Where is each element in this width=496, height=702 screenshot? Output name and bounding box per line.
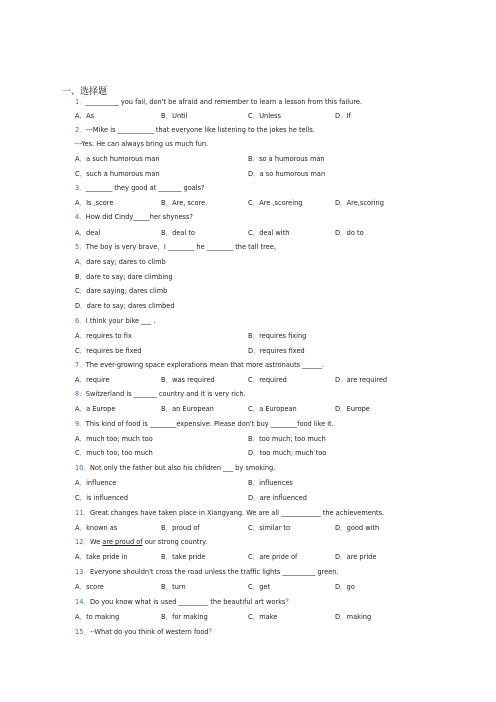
question-number: 6． <box>75 317 86 325</box>
option-d[interactable]: D．good with <box>335 524 380 532</box>
question-stem: The boy is very brave，I ________ he ________ the tall tree。 <box>85 243 281 251</box>
option-a[interactable]: A．influence <box>75 479 117 487</box>
question-12 <box>75 538 207 547</box>
option-b[interactable]: B．requires fixing <box>248 332 307 340</box>
question-number: 10． <box>75 464 90 472</box>
question-11 <box>75 509 384 518</box>
option-a[interactable]: A．deal <box>75 229 101 237</box>
question-number: 11． <box>75 509 90 517</box>
option-c[interactable]: C．get <box>248 583 271 591</box>
option-c[interactable]: C．much too; too much <box>75 449 153 457</box>
question-number: 7． <box>75 361 86 369</box>
option-c[interactable]: C．dare saying; dares climb <box>75 287 168 295</box>
option-b[interactable]: B．Are, score <box>161 199 206 207</box>
option-a[interactable]: A．As <box>75 112 95 120</box>
question-number: 5． <box>75 243 86 251</box>
option-b[interactable]: B．proud of <box>161 524 200 532</box>
question-number: 14． <box>75 598 90 606</box>
question-1 <box>75 98 362 107</box>
question-stem: How did Cindy_____her shyness? <box>85 213 193 221</box>
option-c[interactable]: C．required <box>248 376 287 384</box>
option-d[interactable]: D．are pride <box>335 553 377 561</box>
question-number: 2． <box>75 126 86 134</box>
underlined-phrase: are proud of <box>102 538 143 546</box>
question-number: 15． <box>75 628 90 636</box>
question-7 <box>75 361 324 370</box>
option-a[interactable]: A．dare say; dares to climb <box>75 258 166 266</box>
option-b[interactable]: B．was required <box>161 376 215 384</box>
option-c[interactable]: C．Unless <box>248 112 281 120</box>
option-d[interactable]: D．are influenced <box>248 494 307 502</box>
option-d[interactable]: D．If <box>335 112 351 120</box>
question-stem: ________ they good at _______ goals? <box>85 184 205 192</box>
question-number: 4． <box>75 213 86 221</box>
option-c[interactable]: C．is influenced <box>75 494 129 502</box>
question-4 <box>75 213 193 222</box>
option-c[interactable]: C．make <box>248 613 278 621</box>
option-c[interactable]: C．deal with <box>248 229 290 237</box>
option-b[interactable]: B．Until <box>161 112 188 120</box>
question-3 <box>75 184 205 193</box>
option-d[interactable]: D．Are,scoring <box>335 199 384 207</box>
question-2 <box>75 126 315 135</box>
option-d[interactable]: D．a so humorous man <box>248 170 326 178</box>
section-title: 一、选择题 <box>62 87 108 97</box>
question-number: 8． <box>75 390 86 398</box>
question-stem: This kind of food is ________expensive. Please don't buy ________food like it. <box>85 420 334 428</box>
question-stem: The ever-growing space explorations mean that more astronauts ______. <box>85 361 325 369</box>
option-d[interactable]: D．go <box>335 583 355 591</box>
question-14 <box>75 598 292 607</box>
question-number: 3． <box>75 184 86 192</box>
option-d[interactable]: D．making <box>335 613 372 621</box>
question-number: 9． <box>75 420 86 428</box>
question-2-reply: ---Yes. He can always bring us much fun. <box>75 140 209 148</box>
option-b[interactable]: B．deal to <box>161 229 195 237</box>
option-d[interactable]: D．do to <box>335 229 364 237</box>
option-a[interactable]: A．requires to fix <box>75 332 132 340</box>
question-stem: Everyone shouldn't cross the road unless the traffic lights __________ green. <box>89 568 339 576</box>
option-c[interactable]: C．a European <box>248 405 297 413</box>
question-13 <box>75 568 339 577</box>
option-c[interactable]: C．similar to <box>248 524 291 532</box>
option-d[interactable]: D．too much; much too <box>248 449 327 457</box>
question-9 <box>75 420 334 429</box>
question-stem-start: We <box>89 538 103 546</box>
question-stem: Not only the father but also his children ___ by smoking. <box>89 464 276 472</box>
option-c[interactable]: C．are pride of <box>248 553 298 561</box>
option-b[interactable]: B．influences <box>248 479 293 487</box>
question-15 <box>75 628 215 637</box>
question-5 <box>75 243 280 252</box>
option-a[interactable]: A．known as <box>75 524 118 532</box>
option-a[interactable]: A．Is ,score <box>75 199 114 207</box>
option-a[interactable]: A．require <box>75 376 110 384</box>
option-b[interactable]: B．an European <box>161 405 214 413</box>
question-stem: --What do you think of western food？ <box>89 628 216 636</box>
option-a[interactable]: A．a such humorous man <box>75 155 160 163</box>
question-number: 1． <box>75 98 86 106</box>
question-stem: __________ you fail, don't be afraid and remember to learn a lesson from this failure. <box>85 98 363 106</box>
option-b[interactable]: B．too much; too much <box>248 435 326 443</box>
question-stem: Great changes have taken place in Xiangyang. We are all ____________ the achievements. <box>89 509 385 517</box>
question-10 <box>75 464 275 473</box>
option-d[interactable]: D．Europe <box>335 405 370 413</box>
question-8 <box>75 390 246 399</box>
question-stem: ---Mike is ___________ that everyone like listening to the jokes he tells. <box>85 126 315 134</box>
option-d[interactable]: D．are required <box>335 376 388 384</box>
question-stem-end: our strong country. <box>142 538 208 546</box>
question-number: 12． <box>75 538 90 546</box>
option-c[interactable]: C．requires be fixed <box>75 347 142 355</box>
option-c[interactable]: C．such a humorous man <box>75 170 160 178</box>
question-stem: Do you know what is used _________ the beautiful art works？ <box>89 598 292 606</box>
option-b[interactable]: B．dare to say; dare climbing <box>75 273 173 281</box>
option-b[interactable]: B．turn <box>161 583 186 591</box>
option-a[interactable]: A．to making <box>75 613 120 621</box>
option-a[interactable]: A．much too; much too <box>75 435 153 443</box>
option-b[interactable]: B．for making <box>161 613 208 621</box>
question-number: 13． <box>75 568 90 576</box>
option-a[interactable]: A．score <box>75 583 104 591</box>
option-c[interactable]: C．Are ,scoreing <box>248 199 303 207</box>
question-6 <box>75 317 155 326</box>
question-stem: Switzerland is _______ country and it is very rich. <box>85 390 246 398</box>
option-d[interactable]: D．dare to say; dares climbed <box>75 302 175 310</box>
option-b[interactable]: B．take pride <box>161 553 206 561</box>
option-a[interactable]: A．take pride in <box>75 553 128 561</box>
option-b[interactable]: B．so a humorous man <box>248 155 325 163</box>
option-a[interactable]: A．a Europe <box>75 405 116 413</box>
question-stem: I think your bike ___ . <box>85 317 156 325</box>
option-d[interactable]: D．requires fixed <box>248 347 305 355</box>
